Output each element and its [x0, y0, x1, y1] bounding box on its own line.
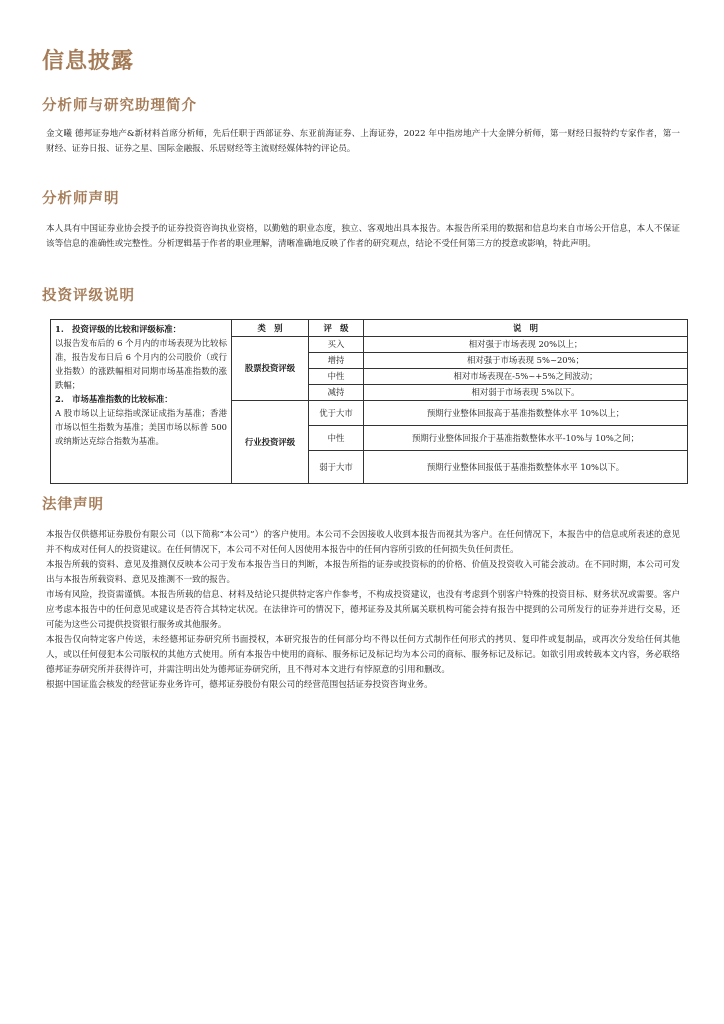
legal-paragraph: 本报告仅向特定客户传送，未经德邦证券研究所书面授权，本研究报告的任何部分均不得以任何方式制作任何形式的拷贝、复印件或复制品，或再次分发给任何其他人，或以任何侵犯本公司版权的其他方式使用。所有本报告中使用的商标、服务标记及标记均为本公司的商标、服务标记及标记。如欲引用或转载本文内容，务必联络德邦证券研究所并获得许可，并需注明出处为德邦证券研究所，且不得对本文进行有悖原意的引用和删改。 [46, 635, 680, 675]
analyst-statement-heading: 分析师声明 [42, 191, 120, 207]
analyst-intro-paragraph: 金文曦 德邦证券地产&新材料首席分析师，先后任职于西部证券、东亚前海证券、上海证券，2022 年中指房地产十大金牌分析师，第一财经日报特约专家作者，第一财经、证券日报、证券之星、国际金融报、乐居财经等主流财经媒体特约评论员。 [46, 129, 680, 154]
rating-table [50, 319, 688, 484]
description-cell: 预期行业整体回报高于基准指数整体水平 10%以上； [364, 401, 688, 426]
description-cell: 相对市场表现在-5%~+5%之间波动； [364, 369, 688, 385]
rating-cell: 优于大市 [309, 401, 364, 426]
rating-heading: 投资评级说明 [42, 288, 135, 304]
header-description: 说 明 [364, 320, 688, 337]
rating-cell: 中性 [309, 369, 364, 385]
stock-rating-label: 股票投资评级 [232, 337, 309, 401]
rating-criteria-title-1: 1. 投资评级的比较和评级标准： [55, 324, 181, 334]
rating-cell: 减持 [309, 385, 364, 401]
header-category: 类 别 [232, 320, 309, 337]
legal-paragraph: 本报告所载的资料、意见及推测仅反映本公司于发布本报告当日的判断，本报告所指的证券或投资标的的价格、价值及投资收入可能会波动。在不同时期，本公司可发出与本报告所载资料、意见及推测不一致的报告。 [46, 560, 680, 585]
legal-text [46, 528, 680, 693]
description-cell: 相对强于市场表现 20%以上； [364, 337, 688, 353]
description-cell: 相对弱于市场表现 5%以下。 [364, 385, 688, 401]
description-cell: 预期行业整体回报介于基准指数整体水平-10%与 10%之间； [364, 426, 688, 451]
legal-heading: 法律声明 [42, 497, 104, 513]
rating-criteria-title-2: 2. 市场基准指数的比较标准： [55, 394, 173, 404]
header-rating: 评 级 [309, 320, 364, 337]
legal-paragraph: 本报告仅供德邦证券股份有限公司（以下简称“本公司”）的客户使用。本公司不会因接收人收到本报告而视其为客户。在任何情况下，本报告中的信息或所表述的意见并不构成对任何人的投资建议。在任何情况下，本公司不对任何人因使用本报告中的任何内容所引致的任何损失负任何责任。 [46, 530, 680, 555]
industry-rating-label: 行业投资评级 [232, 401, 309, 484]
rating-cell: 弱于大市 [309, 451, 364, 484]
analyst-intro-text [46, 127, 680, 157]
description-cell: 预期行业整体回报低于基准指数整体水平 10%以下。 [364, 451, 688, 484]
legal-paragraph: 市场有风险，投资需谨慎。本报告所载的信息、材料及结论只提供特定客户作参考，不构成投资建议，也没有考虑到个别客户特殊的投资目标、财务状况或需要。客户应考虑本报告中的任何意见或建议是否符合其特定状况。在法律许可的情况下，德邦证券及其所属关联机构可能会持有报告中提到的公司所发行的证券并进行交易，还可能为这些公司提供投资银行服务或其他服务。 [46, 590, 680, 630]
legal-paragraph: 根据中国证监会核发的经营证券业务许可，德邦证券股份有限公司的经营范围包括证券投资咨询业务。 [46, 680, 433, 690]
analyst-statement-text [46, 222, 680, 252]
analyst-intro-heading: 分析师与研究助理简介 [42, 98, 197, 114]
rating-criteria-body-2: A 股市场以上证综指或深证成指为基准；香港市场以恒生指数为基准；美国市场以标普 500 或纳斯达克综合指数为基准。 [55, 408, 227, 446]
description-cell: 相对强于市场表现 5%~20%； [364, 353, 688, 369]
rating-criteria-body-1: 以报告发布后的 6 个月内的市场表现为比较标准，报告发布日后 6 个月内的公司股价（或行业指数）的涨跌幅相对同期市场基准指数的涨跌幅； [55, 338, 227, 390]
rating-criteria-cell [51, 320, 232, 484]
rating-cell: 增持 [309, 353, 364, 369]
rating-cell: 中性 [309, 426, 364, 451]
page-title: 信息披露 [42, 49, 135, 74]
rating-table-header [51, 320, 688, 337]
rating-cell: 买入 [309, 337, 364, 353]
analyst-statement-paragraph: 本人具有中国证券业协会授予的证券投资咨询执业资格，以勤勉的职业态度，独立、客观地出具本报告。本报告所采用的数据和信息均来自市场公开信息，本人不保证该等信息的准确性或完整性。分析逻辑基于作者的职业理解，清晰准确地反映了作者的研究观点，结论不受任何第三方的授意或影响，特此声明。 [46, 224, 680, 249]
